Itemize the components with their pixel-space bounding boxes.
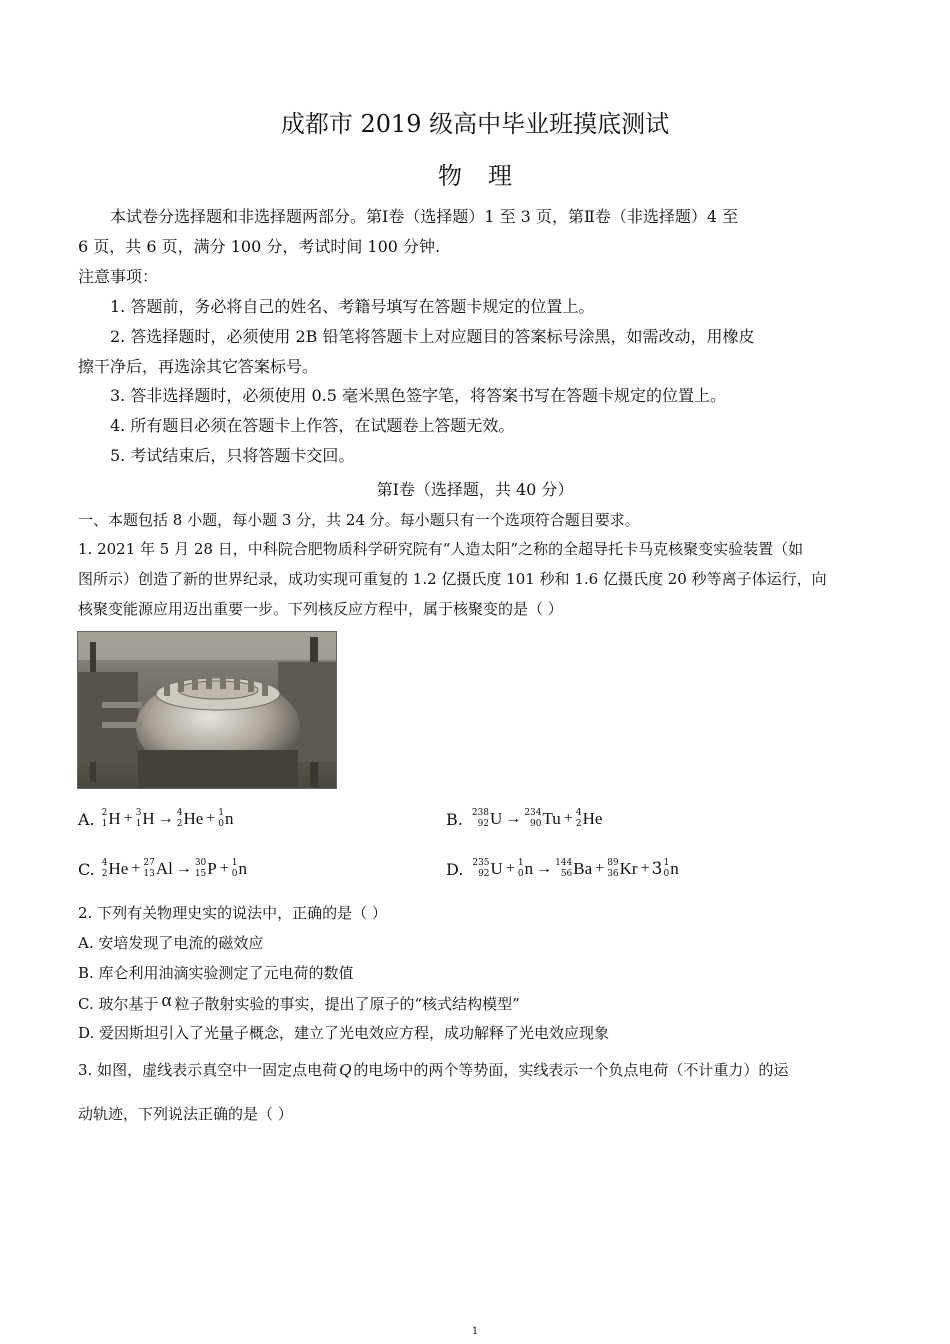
plus-sign: + <box>595 860 605 877</box>
nuclide-n1: 1 0 n <box>231 858 247 879</box>
q1-stem-line-1: 1. 2021 年 5 月 28 日，中科院合肥物质科学研究院有“人造太阳”之称的全超导托卡马克核聚变实验装置（如 <box>78 540 804 558</box>
section-instruction: 一、本题包括 8 小题，每小题 3 分，共 24 分。每小题只有一个选项符合题目要求。 <box>78 511 640 529</box>
nuclide-h2: 2 1 H <box>101 808 121 829</box>
arrow-sign: → <box>157 810 174 827</box>
q2-option-a[interactable]: A. 安培发现了电流的磁效应 <box>78 934 264 952</box>
q1-stem-line-2: 图所示）创造了新的世界纪录，成功实现可重复的 1.2 亿摄氏度 101 秒和 1.6 亿摄氏度 20 秒等离子体运行，向 <box>78 570 827 588</box>
tokamak-photo <box>77 631 337 789</box>
notice-title: 注意事项： <box>78 267 159 286</box>
nuclide-p30: 30 15 P <box>194 858 217 879</box>
q1-option-c[interactable] <box>78 858 248 880</box>
nuclide-kr89: 89 36 Kr <box>607 858 638 879</box>
nuclide-h3: 3 1 H <box>135 808 155 829</box>
nuclide-he4: 4 2 He <box>575 808 603 829</box>
plus-sign: + <box>206 810 216 827</box>
plus-sign: + <box>640 860 650 877</box>
option-label: C. <box>78 859 95 879</box>
alpha-symbol: α <box>161 990 172 1011</box>
arrow-sign: → <box>175 860 192 877</box>
q2-option-b[interactable]: B. 库仑利用油滴实验测定了元电荷的数值 <box>78 964 354 982</box>
arrow-sign: → <box>505 810 522 827</box>
nuclide-al27: 27 13 Al <box>143 858 173 879</box>
q3-stem-line-1 <box>78 1059 788 1080</box>
section-title: 第Ⅰ卷（选择题，共 40 分） <box>376 480 574 499</box>
q2-option-c-text: 粒子散射实验的事实，提出了原子的“核式结构模型” <box>174 995 520 1013</box>
page-title: 成都市 2019 级高中毕业班摸底测试 <box>280 110 670 138</box>
q1-option-a[interactable] <box>78 808 235 830</box>
charge-q-symbol: Q <box>339 1060 352 1079</box>
subject-title: 物理 <box>438 162 538 190</box>
plus-sign: + <box>123 810 133 827</box>
q2-option-c-prefix: C. 玻尔基于 <box>78 995 159 1013</box>
nuclide-tu234: 234 90 Tu <box>524 808 561 829</box>
note-3: 3. 答非选择题时，必须使用 0.5 毫米黑色签字笔，将答案书写在答题卡规定的位置上。 <box>110 386 726 405</box>
nuclide-he4: 4 2 He <box>176 808 204 829</box>
q3-stem-prefix: 3. 如图，虚线表示真空中一固定点电荷 <box>78 1061 338 1079</box>
plus-sign: + <box>131 860 141 877</box>
note-1: 1. 答题前，务必将自己的姓名、考籍号填写在答题卡规定的位置上。 <box>110 297 595 316</box>
note-5: 5. 考试结束后，只将答题卡交回。 <box>110 446 355 465</box>
note-4: 4. 所有题目必须在答题卡上作答，在试题卷上答题无效。 <box>110 416 515 435</box>
nuclide-n1: 1 0 n <box>663 858 679 879</box>
intro-line-2: 6 页，共 6 页，满分 100 分，考试时间 100 分钟. <box>78 237 441 256</box>
nuclide-he4: 4 2 He <box>101 858 129 879</box>
note-2: 2. 答选择题时，必须使用 2B 铅笔将答题卡上对应题目的答案标号涂黑，如需改动，用橡皮 <box>110 327 755 346</box>
nuclide-u235: 235 92 U <box>472 858 503 879</box>
nuclide-n1: 1 0 n <box>517 858 534 879</box>
q2-stem: 2. 下列有关物理史实的说法中，正确的是（ ） <box>78 904 387 922</box>
option-label: B. <box>446 809 463 829</box>
nuclide-ba144: 144 56 Ba <box>555 858 593 879</box>
plus-sign: + <box>563 810 573 827</box>
q1-option-b[interactable] <box>446 808 603 830</box>
nuclide-n1: 1 0 n <box>218 808 234 829</box>
q3-stem-text: 的电场中的两个等势面，实线表示一个负点电荷（不计重力）的运 <box>353 1061 789 1079</box>
q2-option-c[interactable] <box>78 990 520 1014</box>
plus-sign: + <box>505 860 515 877</box>
q1-option-d[interactable] <box>446 858 680 880</box>
page-number: 1 <box>471 1326 479 1337</box>
nuclide-u238: 238 92 U <box>471 808 503 829</box>
arrow-sign: → <box>536 860 553 877</box>
intro-line-1: 本试卷分选择题和非选择题两部分。第Ⅰ卷（选择题）1 至 3 页，第Ⅱ卷（非选择题）4 至 <box>110 207 739 226</box>
option-label: D. <box>446 859 464 879</box>
q1-stem-line-3: 核聚变能源应用迈出重要一步。下列核反应方程中，属于核聚变的是（ ） <box>78 600 563 618</box>
plus-sign: + <box>219 860 229 877</box>
q2-option-d[interactable]: D. 爱因斯坦引入了光量子概念，建立了光电效应方程，成功解释了光电效应现象 <box>78 1024 610 1042</box>
option-label: A. <box>78 809 95 829</box>
coefficient: 3 <box>651 859 663 879</box>
note-2-continued: 擦干净后，再选涂其它答案标号。 <box>78 357 319 376</box>
q3-stem-line-2: 动轨迹，下列说法正确的是（ ） <box>78 1105 293 1123</box>
